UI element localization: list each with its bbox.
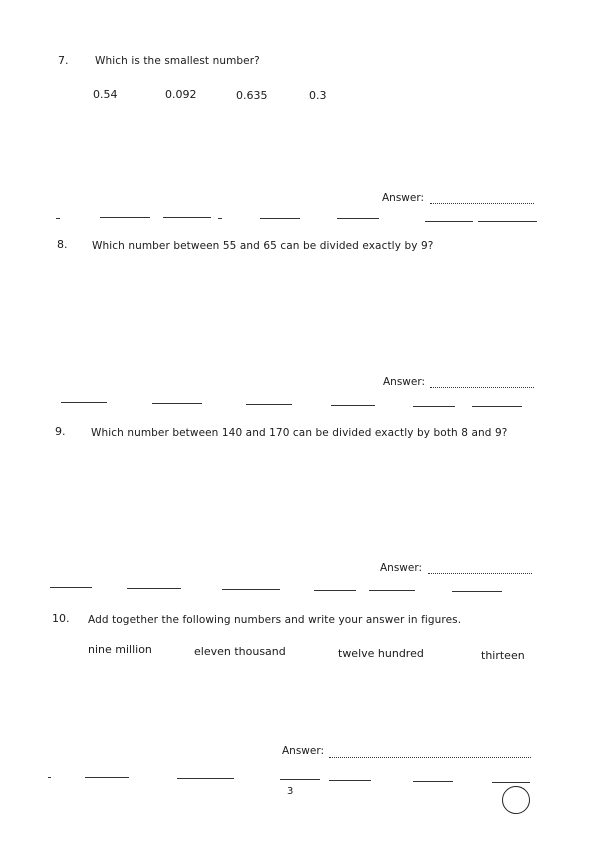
option-4: 0.3: [309, 89, 327, 102]
answer-label: Answer:: [382, 192, 425, 204]
option-3: twelve hundred: [338, 647, 424, 660]
option-4: thirteen: [481, 649, 525, 662]
answer-label: Answer:: [282, 745, 325, 757]
option-1: nine million: [88, 643, 152, 656]
option-3: 0.635: [236, 89, 268, 102]
option-2: eleven thousand: [194, 645, 286, 658]
answer-line[interactable]: [428, 573, 532, 574]
answer-label: Answer:: [383, 376, 426, 388]
option-2: 0.092: [165, 88, 197, 101]
question-number: 9.: [55, 425, 66, 438]
question-text: Which is the smallest number?: [95, 55, 260, 67]
question-number: 10.: [52, 612, 70, 625]
option-1: 0.54: [93, 88, 118, 101]
question-number: 8.: [57, 238, 68, 251]
question-text: Which number between 55 and 65 can be divided exactly by 9?: [92, 240, 434, 252]
question-text: Which number between 140 and 170 can be divided exactly by both 8 and 9?: [91, 427, 508, 439]
answer-line[interactable]: [430, 203, 534, 204]
question-text: Add together the following numbers and write your answer in figures.: [88, 614, 462, 626]
answer-label: Answer:: [380, 562, 423, 574]
page-number: 3: [287, 786, 294, 797]
answer-line[interactable]: [329, 757, 531, 758]
question-number: 7.: [58, 54, 69, 67]
mark-circle: [502, 786, 530, 814]
answer-line[interactable]: [430, 387, 534, 388]
